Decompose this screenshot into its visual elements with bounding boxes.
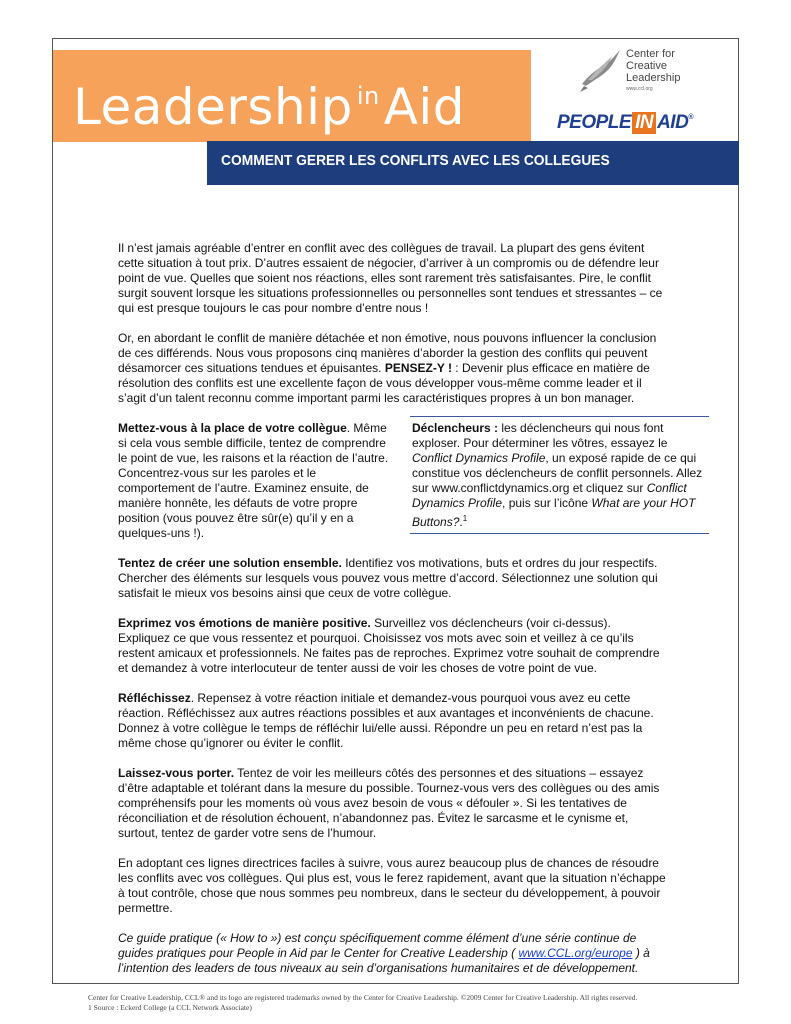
tip-4-title: Réfléchissez bbox=[118, 691, 191, 705]
tip-2-title: Tentez de créer une solution ensemble. bbox=[118, 556, 342, 570]
sidebox-text-4: . bbox=[459, 515, 463, 529]
sidebox-text-3: , puis sur l’icône bbox=[502, 496, 592, 510]
ccl-logo bbox=[572, 44, 682, 100]
ccl-europe-link[interactable]: www.CCL.org/europe bbox=[518, 946, 633, 960]
logo-aid: AID bbox=[657, 112, 689, 133]
page-footer bbox=[88, 993, 637, 1013]
tip-4-sep: . bbox=[190, 691, 198, 705]
closing-paragraph-2 bbox=[118, 931, 666, 976]
tip-3 bbox=[118, 616, 666, 676]
sidebox-text-2: , un exposé rapide de ce qui constitue vos déclencheurs de conflit personnels. Allez sur www.conflictdynamics.org et cliquez sur bbox=[412, 451, 703, 495]
tip-2-body: Identifiez vos motivations, buts et ordres du jour respectifs. Chercher des éléments sur lesquels vous pouvez vous mettre d’accord. Sélectionnez une solution qui satisfait le mieux vos besoins ainsi que ceux de votre collègue. bbox=[118, 556, 658, 600]
banner-title-word1: Leadership bbox=[73, 78, 353, 136]
banner-title-in: in bbox=[356, 82, 380, 110]
triggers-sidebox bbox=[410, 416, 709, 534]
intro-paragraph-1: Il n’est jamais agréable d’entrer en conflit avec des collègues de travail. La plupart des gens évitent cette situation à tout prix. D’autres essaient de négocier, d’arriver à un compromis ou de défendre leur point de vue. Quelles que soient nos réactions, elles sont rarement très satisfaisantes. Pire, le conflit surgit souvent lorsque les situations professionnelles ou personnelles sont tendues et stressantes – ce qui est presque toujours le cas pour nombre d’entre nous ! bbox=[118, 241, 663, 315]
logo-in: IN bbox=[632, 112, 656, 134]
tip-3-body: Surveillez vos déclencheurs (voir ci-dessus). Expliquez ce que vous ressentez et pourquoi. Choisissez vos mots avec soin et veillez à ce qu’ils restent amicaux et professionnels. Ne faites pas de reproches. Exprimez votre souhait de comprendre et demandez à votre interlocuteur de tenter aussi de voir les choses de votre point de vue. bbox=[118, 616, 660, 675]
logo-people: PEOPLE bbox=[557, 112, 632, 133]
tip-5 bbox=[118, 766, 666, 841]
footer-copyright: Center for Creative Leadership, CCL® and its logo are registered trademarks owned by the Center for Creative Leadership. ©2009 Center for Creative Leadership. All rights reserved. bbox=[88, 993, 638, 1002]
tip-5-body: Tentez de voir les meilleurs côtés des personnes et des situations – essayez d’être adaptable et tolérant dans la mesure du possible. Tournez-vous vers des collègues ou des amis compréhensifs pour les moments où vous avez besoin de vous « défouler ». Si les tentatives de réconciliation et de résolution échouent, n’abandonnez pas. Évitez le sarcasme et le cynisme et, surtout, tentez de garder votre sens de l’humour. bbox=[118, 766, 660, 840]
ccl-logo-line3: Leadership bbox=[626, 72, 681, 84]
tip-3-title: Exprimez vos émotions de manière positive. bbox=[118, 616, 371, 630]
sidebox-title: Déclencheurs : bbox=[412, 421, 499, 435]
intro-p2-text-a: Or, en abordant le conflit de manière détachée et non émotive, nous pouvons influencer la conclusion de ces différends. Nous vous proposons cinq manières d’aborder la gestion des conflits qui peuvent désamorcer ces situations tendues et épuisantes. bbox=[118, 331, 657, 375]
tip-4-body: Repensez à votre réaction initiale et demandez-vous pourquoi vous avez eu cette réaction. Réfléchissez aux autres réactions possibles et aux avantages et inconvénients de chacune. Donnez à votre collègue le temps de réfléchir lui/elle aussi. Répondre un peu en retard n’est pas la même chose qu’ignorer ou éviter le conflit. bbox=[118, 691, 654, 750]
sidebox-italic-3: What are your HOT Buttons? bbox=[412, 496, 696, 529]
tip-1-body: Même si cela vous semble difficile, tentez de comprendre le point de vue, les raisons et la réaction de l’autre. Concentrez-vous sur les paroles et le comportement de l’autre. Examinez ensuite, de manière honnête, les défauts de votre propre position (vous pouvez être sûr(e) qu’il y en a quelques-uns !). bbox=[118, 421, 389, 540]
tip-1-title: Mettez-vous à la place de votre collègue bbox=[118, 421, 347, 435]
closing-p2-text-a: Ce guide pratique (« How to ») est conçu spécifiquement comme élément d’une série continue de guides pratiques pour People in Aid par le Center for Creative Leadership ( bbox=[118, 931, 637, 960]
header-banner bbox=[53, 50, 531, 142]
people-in-aid-logo bbox=[557, 112, 693, 134]
ccl-logo-text bbox=[626, 48, 680, 84]
tip-1-sep: . bbox=[346, 421, 354, 435]
title-bar bbox=[207, 141, 739, 185]
logo-registered-mark: ® bbox=[688, 114, 693, 121]
eagle-icon bbox=[576, 46, 624, 94]
sidebox-italic-1: Conflict Dynamics Profile bbox=[412, 451, 546, 465]
intro-paragraph-2 bbox=[118, 331, 666, 406]
tip-2 bbox=[118, 556, 666, 601]
intro-p2-text-b: : Devenir plus efficace en matière de résolution des conflits est une excellente façon de vous développer vous-même comme leader et il s’agit d’un talent reconnu comme important parmi les caractéristiques propres à un bon manager. bbox=[118, 361, 650, 405]
ccl-logo-url: www.ccl.org bbox=[626, 86, 653, 92]
ccl-logo-line1: Center for bbox=[626, 48, 675, 60]
page-title: COMMENT GERER LES CONFLITS AVEC LES COLLEGUES bbox=[221, 152, 610, 169]
closing-paragraph-1: En adoptant ces lignes directrices faciles à suivre, vous aurez beaucoup plus de chances de résoudre les conflits avec vos collègues. Qui plus est, vous le ferez rapidement, avant que la situation n’échappe à tout contrôle, chose que nous sommes peu nombreux, dans le secteur du développement, à pouvoir permettre. bbox=[118, 856, 666, 915]
closing-p2-text-b: ) à l’intention des leaders de tous niveaux au sein d’organisations humanitaires et de développement. bbox=[118, 946, 650, 975]
tip-4 bbox=[118, 691, 666, 751]
tip-1 bbox=[118, 421, 396, 541]
banner-title bbox=[73, 64, 465, 139]
two-column-section bbox=[118, 421, 703, 541]
footnote-mark: 1 bbox=[462, 514, 468, 523]
footer-source-note: 1 Source : Eckerd College (a CCL Network Associate) bbox=[88, 1003, 252, 1012]
tip-5-title: Laissez-vous porter. bbox=[118, 766, 235, 780]
intro-p2-bold: PENSEZ-Y ! bbox=[384, 361, 452, 375]
main-content bbox=[118, 241, 703, 991]
ccl-logo-line2: Creative bbox=[626, 60, 667, 72]
sidebox-text-1: les déclencheurs qui nous font exploser. Pour déterminer les vôtres, essayez le bbox=[412, 421, 668, 450]
sidebox-italic-2: Conflict Dynamics Profile bbox=[412, 481, 687, 510]
banner-title-word2: Aid bbox=[383, 78, 466, 136]
